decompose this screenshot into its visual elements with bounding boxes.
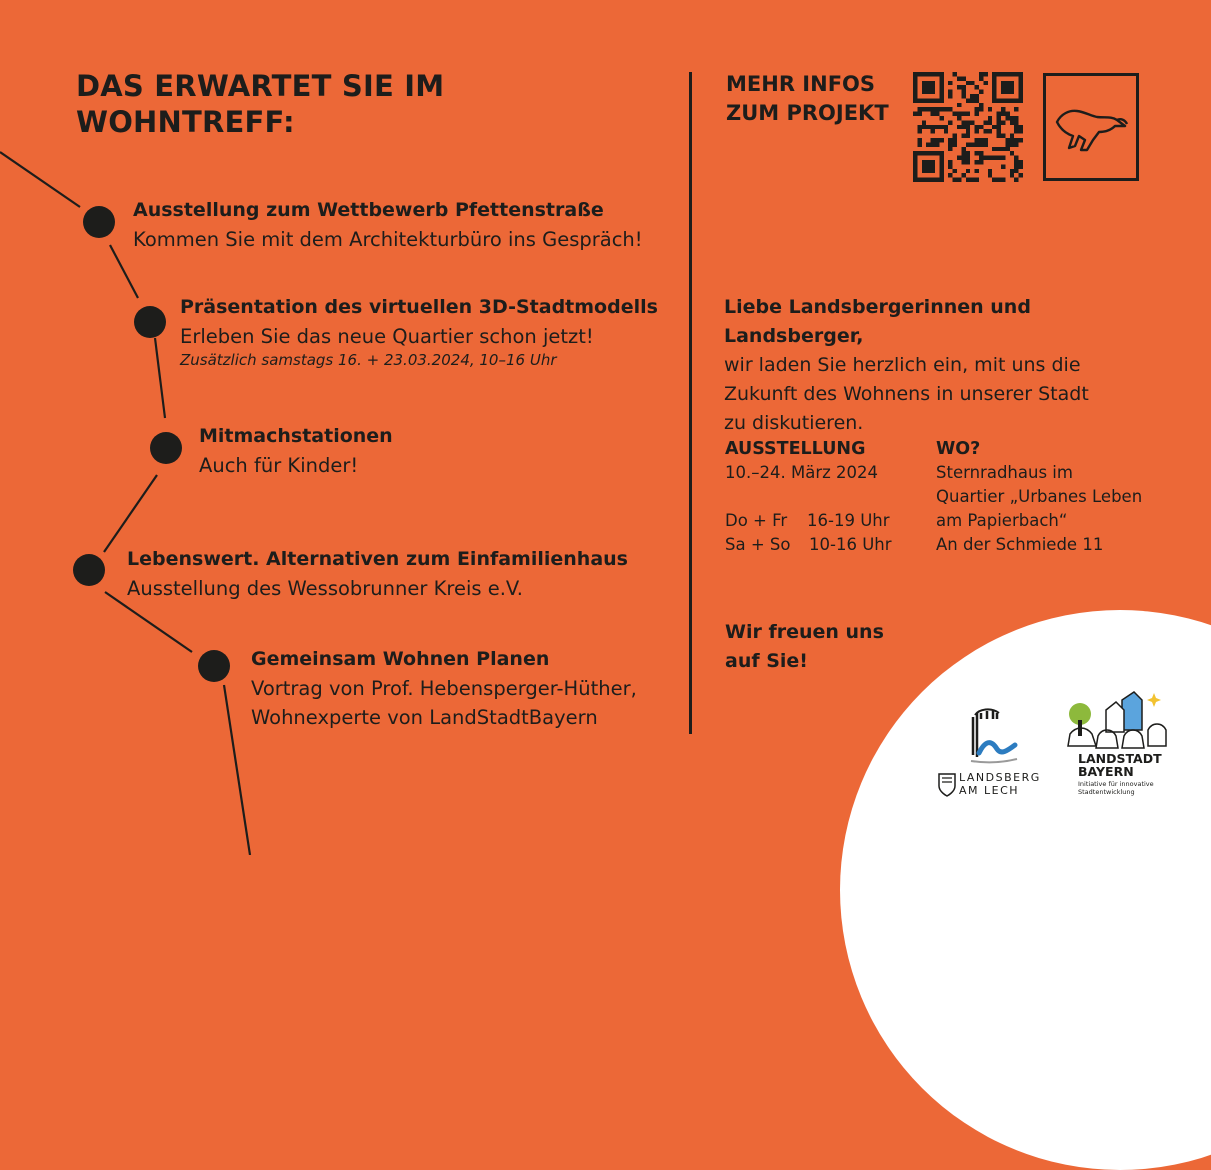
invitation-line: Zukunft des Wohnens in unserer Stadt [724,383,1089,405]
title-line: WOHNTREFF: [76,105,295,139]
program-item [180,293,658,369]
closing-text [725,618,884,676]
landstadt-text: LANDSTADT [1078,751,1162,766]
landsberg-text: LANDSBERG [959,771,1041,784]
landstadt-mark-icon [1062,690,1172,752]
program-item [199,422,393,480]
location-line: An der Schmiede 11 [936,535,1104,554]
landstadt-subline [1078,780,1178,796]
timeline-dot [83,206,115,238]
item-description: Kommen Sie mit dem Architekturbüro ins Gespräch! [133,228,643,251]
more-info-line: ZUM PROJEKT [726,101,889,125]
timeline-dot [150,432,182,464]
item-title: Mitmachstationen [199,425,393,447]
opening-hours: 16-19 Uhr [807,511,890,530]
item-description: Ausstellung des Wessobrunner Kreis e.V. [127,577,523,600]
item-note: Zusätzlich samstags 16. + 23.03.2024, 10–16 Uhr [180,351,557,369]
landsberg-mark-icon [935,705,1045,775]
program-item [251,645,637,732]
bird-icon [1051,90,1131,160]
item-description: Auch für Kinder! [199,454,359,477]
coat-of-arms-icon [937,772,957,798]
exhibition-info [725,437,925,557]
item-title: Lebenswert. Alternativen zum Einfamilienhaus [127,548,628,570]
landstadt-caption [1078,752,1162,778]
program-item [133,196,643,254]
item-description: Erleben Sie das neue Quartier schon jetzt! [180,325,594,348]
program-item [127,545,628,603]
closing-line: Wir freuen uns [725,621,884,643]
opening-days: Do + Fr [725,511,788,530]
landsberg-logo [935,705,1045,805]
page-title [76,68,496,140]
timeline-dot [134,306,166,338]
invitation-line: wir laden Sie herzlich ein, mit uns die [724,354,1081,376]
item-title: Ausstellung zum Wettbewerb Pfettenstraße [133,199,604,221]
location-line: Sternradhaus im [936,463,1073,482]
location-info [936,437,1166,557]
item-title: Gemeinsam Wohnen Planen [251,648,550,670]
timeline-dot [198,650,230,682]
landstadt-subtext: Initiative für innovative [1078,780,1154,788]
landsberg-text: AM LECH [959,784,1020,797]
more-info-label [726,70,889,128]
timeline-dot [73,554,105,586]
exhibition-label: AUSSTELLUNG [725,439,866,459]
greeting: Liebe Landsbergerinnen und Landsberger, [724,296,1031,347]
opening-hours: 10-16 Uhr [809,535,892,554]
exhibition-dates: 10.–24. März 2024 [725,463,879,482]
item-description: Wohnexperte von LandStadtBayern [251,706,598,729]
opening-hours-row [725,533,925,557]
opening-hours-row [725,509,925,533]
more-info-line: MEHR INFOS [726,72,876,96]
closing-line: auf Sie! [725,650,808,672]
item-description: Vortrag von Prof. Hebensperger-Hüther, [251,677,637,700]
item-title: Präsentation des virtuellen 3D-Stadtmodells [180,296,658,318]
invitation-line: zu diskutieren. [724,412,864,434]
qr-code-icon[interactable] [913,72,1023,182]
opening-days: Sa + So [725,535,791,554]
location-line: Quartier „Urbanes Leben [936,487,1143,506]
project-logo [1043,73,1139,181]
landstadt-subtext: Stadtentwicklung [1078,788,1135,796]
landstadt-bayern-logo [1062,690,1182,815]
landstadt-text: BAYERN [1078,764,1134,779]
column-divider [689,72,692,734]
invitation-text [724,293,1164,438]
title-line: DAS ERWARTET SIE IM [76,69,445,103]
landsberg-caption [959,771,1041,797]
location-label: WO? [936,439,981,459]
location-line: am Papierbach“ [936,511,1068,530]
timeline-path [0,152,250,855]
